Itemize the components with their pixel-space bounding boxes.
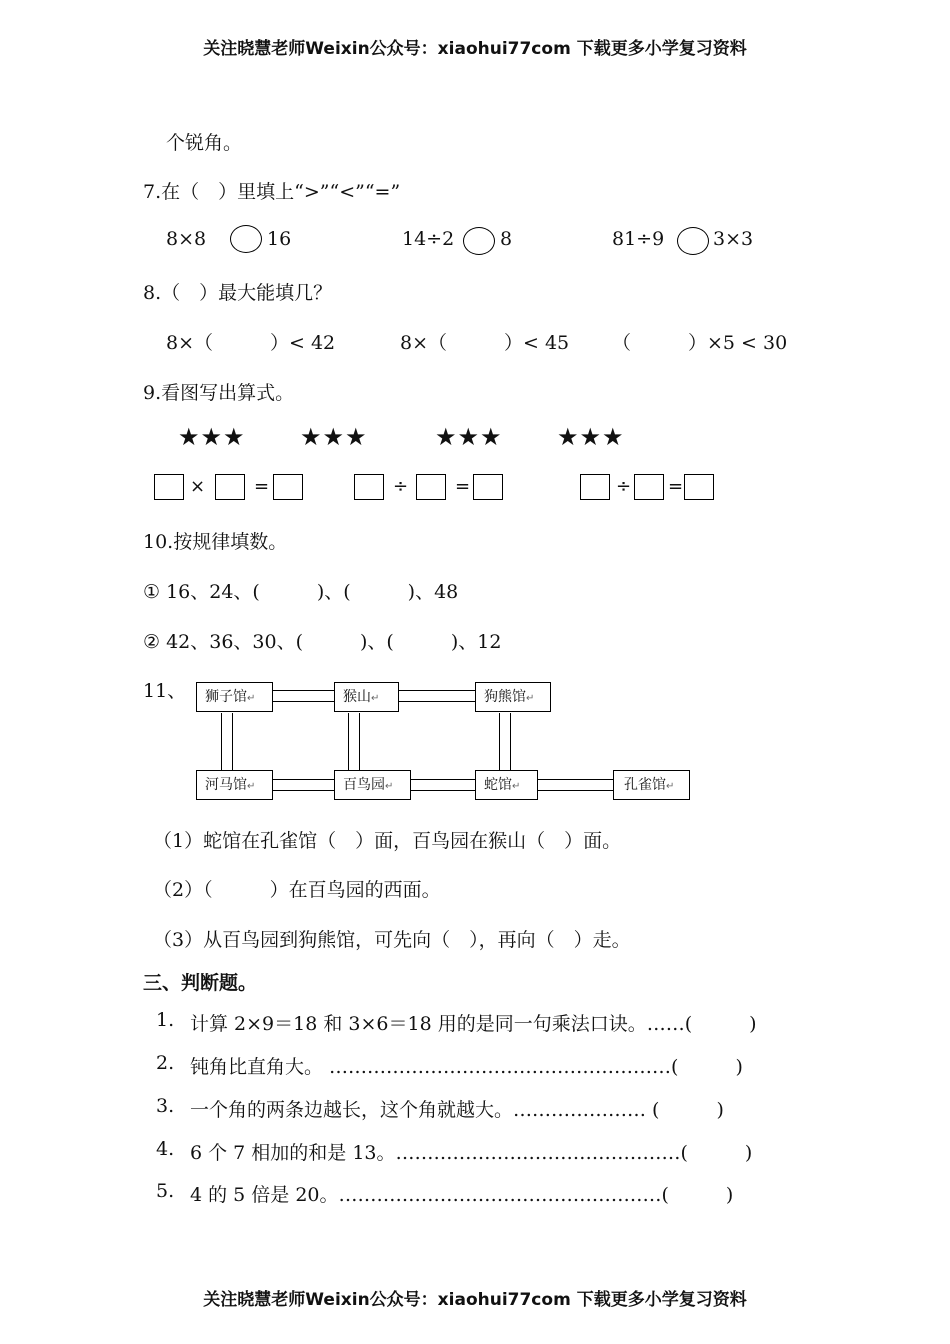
- map-road-panda-snake: [499, 713, 511, 770]
- q9-eq2-op: ÷: [393, 476, 409, 497]
- map-place-monkey-label: 猴山: [343, 689, 371, 705]
- q9-stars-2: ★★★: [300, 423, 368, 451]
- q9-eq3-op: ÷: [616, 476, 632, 497]
- q7-answer-circle-3[interactable]: [677, 227, 709, 255]
- judge-item-4-num: 4.: [156, 1138, 175, 1160]
- map-place-snake-label: 蛇馆: [484, 777, 512, 793]
- q9-eq1-box-b[interactable]: [215, 474, 245, 500]
- judge-item-3-num: 3.: [156, 1095, 175, 1117]
- q9-stars-3: ★★★: [435, 423, 503, 451]
- return-mark-icon: ↵: [247, 693, 256, 704]
- return-mark-icon: ↵: [666, 781, 675, 792]
- continuation-text: 个锐角。: [166, 132, 243, 154]
- q10-title: 10.按规律填数。: [143, 531, 288, 553]
- map-place-bird-label: 百鸟园: [343, 777, 385, 793]
- map-place-hippo: [196, 770, 273, 800]
- judge-item-1-text: 计算 2×9＝18 和 3×6＝18 用的是同一句乘法口诀。……( ): [190, 1013, 757, 1035]
- map-road-lion-monkey: [272, 690, 334, 702]
- map-place-peacock: [613, 770, 690, 800]
- q9-eq1-eq: =: [254, 476, 270, 497]
- q7-item-3-right: 3×3: [713, 228, 754, 250]
- map-road-monkey-bird: [348, 713, 360, 770]
- q7-item-1-right: 16: [267, 228, 292, 250]
- q9-title: 9.看图写出算式。: [143, 382, 295, 404]
- q11-question-2: （2）（ ）在百鸟园的西面。: [153, 879, 441, 901]
- judge-item-3-text: 一个角的两条边越长，这个角就越大。………………… ( ): [190, 1099, 724, 1121]
- q9-stars-1: ★★★: [178, 423, 246, 451]
- page-footer: 关注晓慧老师Weixin公众号：xiaohui77com 下载更多小学复习资料: [203, 1290, 747, 1310]
- q8-title: 8.（ ）最大能填几？: [143, 282, 333, 304]
- q10-item-1: ① 16、24、( )、( )、48: [143, 581, 459, 603]
- return-mark-icon: ↵: [526, 693, 535, 704]
- judge-item-2-num: 2.: [156, 1052, 175, 1074]
- map-place-snake: [475, 770, 538, 800]
- return-mark-icon: ↵: [247, 781, 256, 792]
- q10-item-2: ② 42、36、30、( )、( )、12: [143, 631, 502, 653]
- map-place-lion: [196, 682, 273, 712]
- q9-eq3-box-result[interactable]: [684, 474, 714, 500]
- q9-stars-4: ★★★: [557, 423, 625, 451]
- map-place-panda-label: 狗熊馆: [484, 689, 526, 705]
- judge-item-2-text: 钝角比直角大。 ………………………………………………( ): [190, 1056, 743, 1078]
- q11-question-1: （1）蛇馆在孔雀馆（ ）面，百鸟园在猴山（ ）面。: [153, 830, 622, 852]
- map-road-hippo-bird: [272, 779, 334, 791]
- map-road-snake-peacock: [537, 779, 614, 791]
- judge-item-4-text: 6 个 7 相加的和是 13。………………………………………( ): [190, 1142, 753, 1164]
- q11-label: 11、: [143, 680, 187, 702]
- q9-eq1-op: ×: [190, 476, 206, 497]
- return-mark-icon: ↵: [371, 693, 380, 704]
- q11-question-3: （3）从百鸟园到狗熊馆，可先向（ ），再向（ ）走。: [153, 929, 631, 951]
- q9-eq2-eq: =: [455, 476, 471, 497]
- q7-item-2-right: 8: [500, 228, 513, 250]
- map-road-monkey-panda: [398, 690, 476, 702]
- map-place-hippo-label: 河马馆: [205, 777, 247, 793]
- map-road-lion-hippo: [221, 713, 233, 770]
- q8-item-2: 8×（ ）< 45: [400, 332, 570, 354]
- map-road-bird-snake: [410, 779, 476, 791]
- q7-title: 7.在（ ）里填上“>”“<”“=”: [143, 181, 401, 203]
- judge-item-5-text: 4 的 5 倍是 20。……………………………………………( ): [190, 1184, 734, 1206]
- q9-eq3-eq: =: [668, 476, 684, 497]
- q9-eq2-box-b[interactable]: [416, 474, 446, 500]
- q9-eq2-box-result[interactable]: [473, 474, 503, 500]
- q9-eq1-box-a[interactable]: [154, 474, 184, 500]
- q7-item-3-left: 81÷9: [612, 228, 665, 250]
- q8-item-1: 8×（ ）< 42: [166, 332, 336, 354]
- q8-item-3: （ ）×5 < 30: [612, 332, 788, 354]
- q7-item-1-left: 8×8: [166, 228, 207, 250]
- section3-title: 三、判断题。: [143, 972, 258, 994]
- return-mark-icon: ↵: [512, 781, 521, 792]
- q9-eq3-box-b[interactable]: [634, 474, 664, 500]
- judge-item-1-num: 1.: [156, 1009, 175, 1031]
- page-header: 关注晓慧老师Weixin公众号：xiaohui77com 下载更多小学复习资料: [203, 39, 747, 59]
- map-place-panda: [475, 682, 551, 712]
- q9-eq2-box-a[interactable]: [354, 474, 384, 500]
- q7-item-2-left: 14÷2: [402, 228, 455, 250]
- map-place-monkey: [334, 682, 399, 712]
- return-mark-icon: ↵: [385, 781, 394, 792]
- map-place-bird: [334, 770, 411, 800]
- q7-answer-circle-1[interactable]: [230, 225, 262, 253]
- q9-eq3-box-a[interactable]: [580, 474, 610, 500]
- map-place-peacock-label: 孔雀馆: [624, 777, 666, 793]
- q7-answer-circle-2[interactable]: [463, 227, 495, 255]
- judge-item-5-num: 5.: [156, 1180, 175, 1202]
- map-place-lion-label: 狮子馆: [205, 689, 247, 705]
- q9-eq1-box-result[interactable]: [273, 474, 303, 500]
